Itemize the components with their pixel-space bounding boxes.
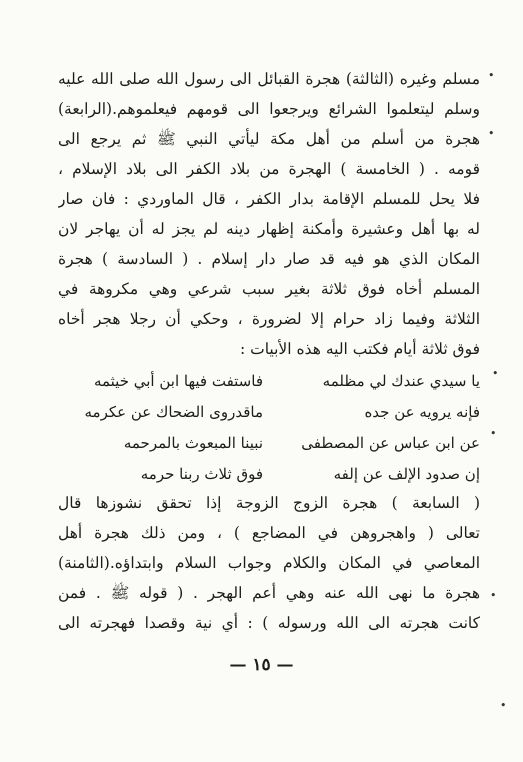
- text-line: المعاصي في المكان والكلام وجواب السلام وابتداؤه.(الثامنة): [58, 554, 480, 572]
- paragraph-bottom: [58, 488, 480, 638]
- text-line: له بها أهل وعشيرة وأمكنة إظهار دينه لم يجز له أن يهاجر لان: [58, 220, 480, 238]
- poem-verse: [58, 459, 480, 490]
- verse-second-hemistich: فاستفت فيها ابن أبي خيثمه: [93, 372, 263, 390]
- poem-verse: [58, 428, 480, 459]
- margin-dot: •: [490, 427, 497, 440]
- text-line: المسلم أخاه فوق ثلاثة بغير سبب شرعي وهي مكروهة في: [58, 280, 480, 298]
- paragraph-top: [58, 64, 480, 364]
- margin-dot: •: [488, 69, 495, 82]
- page-number: — ١٥ —: [229, 655, 294, 675]
- text-line: هجرة من أسلم من أهل مكة ليأتي النبي ﷺ ثم يرجع الى: [58, 130, 480, 148]
- text-line: فلا يحل للمسلم الإقامة بدار الكفر ، قال الماوردي : فان صار: [58, 190, 480, 208]
- text-line: وسلم ليتعلموا الشرائع ويرجعوا الى قومهم فيعلموهم.(الرابعة): [58, 100, 480, 118]
- text-line: ( السابعة ) هجرة الزوج الزوجة إذا تحقق نشوزها قال: [58, 494, 480, 512]
- verse-first-hemistich: إن صدود الإلف عن إلفه: [333, 465, 480, 483]
- margin-dot: •: [488, 127, 495, 140]
- margin-dot: •: [490, 589, 497, 602]
- poem-verse: [58, 366, 480, 397]
- poem-verse: [58, 397, 480, 428]
- margin-dot: •: [500, 699, 507, 712]
- text-line: الثلاثة وفيما زاد حرام إلا لضرورة ، وحكي أن رجلا هجر أخاه: [58, 310, 480, 328]
- text-line: كانت هجرته الى الله ورسوله ) : أي نية وقصدا فهجرته الى: [58, 614, 480, 632]
- text-line: مسلم وغيره (الثالثة) هجرة القبائل الى رسول الله صلى الله عليه: [58, 70, 480, 88]
- verse-first-hemistich: يا سيدي عندك لي مظلمه: [322, 372, 480, 390]
- margin-dot: •: [492, 367, 499, 380]
- verse-second-hemistich: نبينا المبعوث بالمرحمه: [123, 434, 263, 452]
- text-line: تعالى ( واهجروهن في المضاجع ) ، ومن ذلك هجرة أهل: [58, 524, 480, 542]
- verse-first-hemistich: عن ابن عباس عن المصطفى: [301, 434, 480, 452]
- verse-second-hemistich: ماقدروى الضحاك عن عكرمه: [84, 403, 263, 421]
- poem: [58, 366, 480, 490]
- verse-second-hemistich: فوق ثلاث ربنا حرمه: [140, 465, 263, 483]
- text-line: هجرة ما نهى الله عنه وهي أعم الهجر . ( قوله ﷺ . فمن: [58, 584, 480, 602]
- text-line: قومه . ( الخامسة ) الهجرة من بلاد الكفر الى بلاد الإسلام ،: [58, 160, 480, 178]
- verse-first-hemistich: فإنه يرويه عن جده: [364, 403, 480, 421]
- text-line: المكان الذي هو فيه قد صار دار إسلام . ( السادسة ) هجرة: [58, 250, 480, 268]
- text-line: فوق ثلاثة أيام فكتب اليه هذه الأبيات :: [239, 340, 480, 358]
